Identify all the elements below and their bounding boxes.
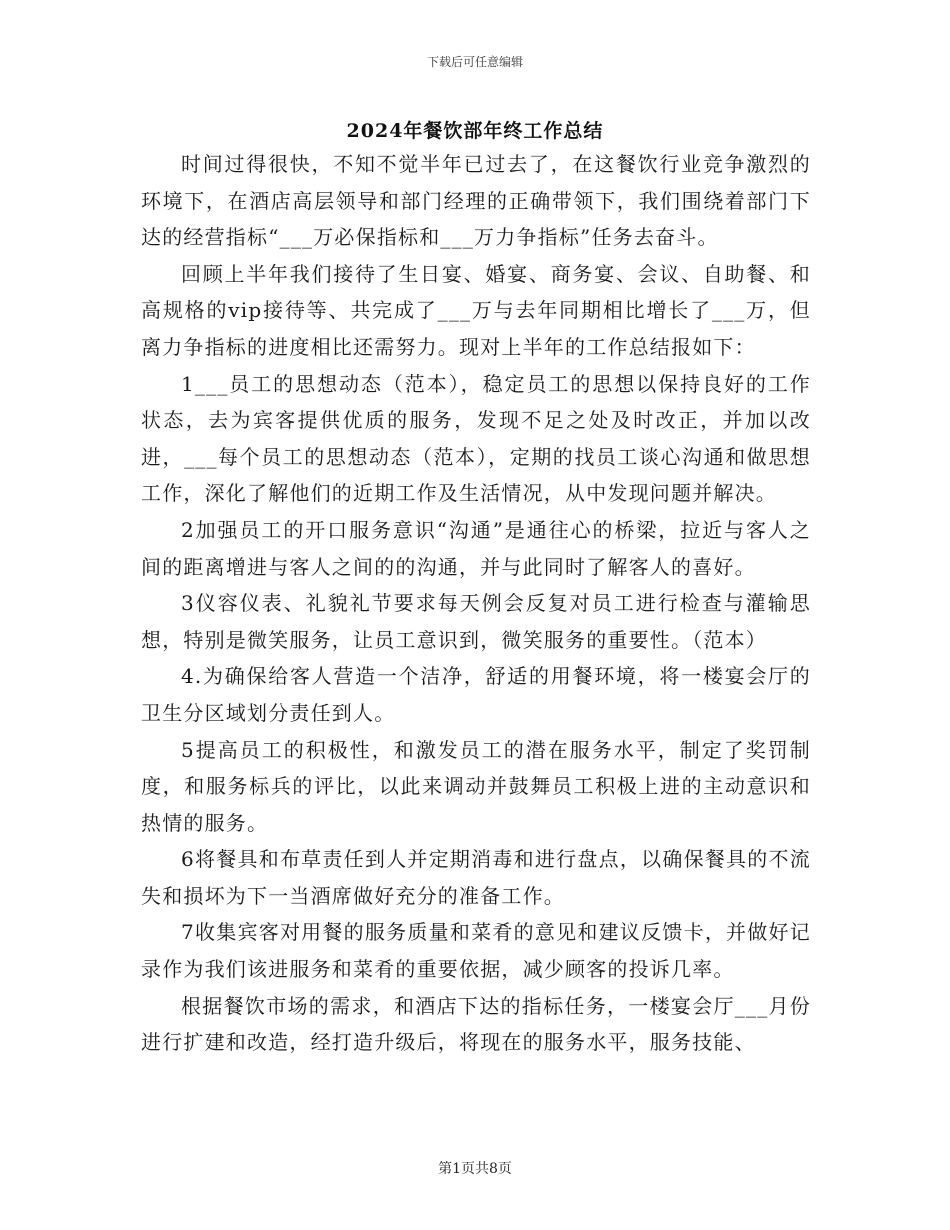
- document-body: [141, 146, 811, 1061]
- paragraph-expansion: 根据餐饮市场的需求，和酒店下达的指标任务，一楼宴会厅___月份进行扩建和改造，经打造升级后，将现在的服务水平，服务技能、: [141, 993, 811, 1055]
- paragraph-item-1: 1___员工的思想动态（范本），稳定员工的思想以保持良好的工作状态，去为宾客提供优质的服务，发现不足之处及时改正，并加以改进，___每个员工的思想动态（范本），定期的找员工谈心沟通和做思想工作，深化了解他们的近期工作及生活情况，从中发现问题并解决。: [141, 371, 811, 506]
- page-header-note: 下载后可任意编辑: [426, 55, 523, 69]
- paragraph-item-4: 4.为确保给客人营造一个洁净，舒适的用餐环境，将一楼宴会厅的卫生分区域划分责任到人。: [141, 664, 811, 725]
- paragraph-item-6: 6将餐具和布草责任到人并定期消毒和进行盘点，以确保餐具的不流失和损坏为下一当酒席做好充分的准备工作。: [141, 847, 811, 908]
- page-footer-page-number: 第1页共8页: [438, 1161, 512, 1177]
- paragraph-item-5: 5提高员工的积极性，和激发员工的潜在服务水平，制定了奖罚制度，和服务标兵的评比，以此来调动并鼓舞员工积极上进的主动意识和热情的服务。: [141, 737, 811, 835]
- paragraph-item-7: 7收集宾客对用餐的服务质量和菜肴的意见和建议反馈卡，并做好记录作为我们该进服务和菜肴的重要依据，减少顾客的投诉几率。: [141, 920, 811, 982]
- paragraph-item-2: 2加强员工的开口服务意识“沟通”是通往心的桥梁，拉近与客人之间的距离增进与客人之间的的沟通，并与此同时了解客人的喜好。: [141, 517, 811, 579]
- document-title: 2024年餐饮部年终工作总结: [346, 120, 604, 142]
- paragraph-intro: 时间过得很快，不知不觉半年已过去了，在这餐饮行业竞争激烈的环境下，在酒店高层领导和部门经理的正确带领下，我们围绕着部门下达的经营指标“___万必保指标和___万力争指标”任务去奋斗。: [141, 152, 811, 250]
- paragraph-item-3: 3仪容仪表、礼貌礼节要求每天例会反复对员工进行检查与灌输思想，特别是微笑服务，让员工意识到，微笑服务的重要性。（范本）: [141, 591, 811, 652]
- paragraph-review: 回顾上半年我们接待了生日宴、婚宴、商务宴、会议、自助餐、和高规格的vip接待等、共完成了___万与去年同期相比增长了___万，但离力争指标的进度相比还需努力。现对上半年的工作总结报如下：: [141, 261, 811, 359]
